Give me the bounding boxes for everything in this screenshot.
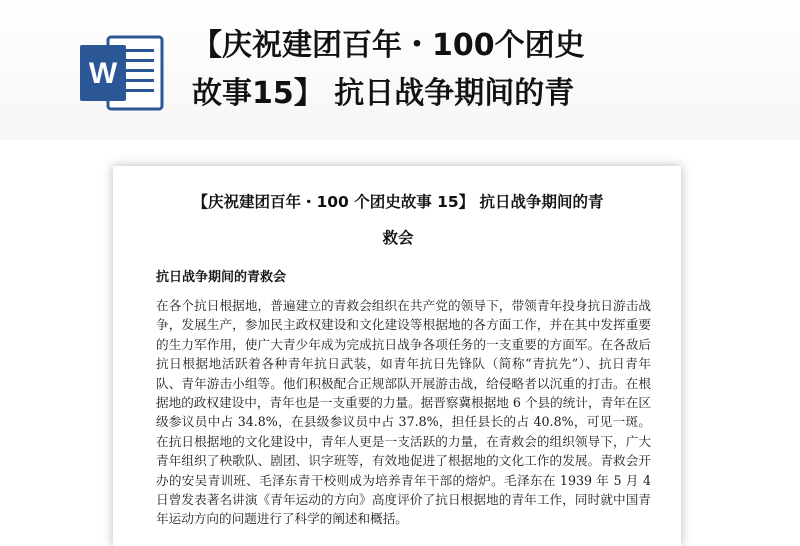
document-paragraph: 在各个抗日根据地，普遍建立的青救会组织在共产党的领导下，带领青年投身抗日游击战争，发展生产，参加民主政权建设和文化建设等根据地的各方面工作，并在其中发挥重要的生力军作用，使广大青少年成为完成抗日战争各项任务的一支重要的方面军。在各敌后抗日根据地活跃着各种青年抗日武装，如青年抗日先锋队（简称“青抗先”）、抗日青年队、青年游击小组等。他们积极配合正规部队开展游击战，给侵略者以沉重的打击。在根据地的政权建设中，青年也是一支重要的力量。据晋察冀根据地 6 个县的统计，青年在区级参议员中占 34.8%，在县级参议员中占 37.8%，担任县长的占 40.8%，可见一斑。在抗日根据地的文化建设中，青年人更是一支活跃的力量，在青救会的组织领导下，广大青年组织了秧歌队、剧团、识字班等，有效地促进了根据地的文化工作的发展。青救会开办的安吴青训班、毛泽东青干校则成为培养青年干部的熔炉。毛泽东在 1939 年 5 月 4 日曾发表著名讲演《青年运动的方向》高度评价了抗日根据地的青年工作，同时就中国青年运动方向的问题进行了科学的阐述和概括。 xyxy=(156,298,651,527)
banner-title-line2: 故事15】 抗日战争期间的青 xyxy=(192,76,575,111)
banner xyxy=(0,0,800,140)
document-title xyxy=(143,184,653,256)
banner-title-line1: 【庆祝建团百年・100个团史 xyxy=(192,28,585,63)
document-subheading: 抗日战争期间的青救会 xyxy=(156,270,287,285)
banner-title xyxy=(192,22,662,118)
word-icon-letter: W xyxy=(88,57,118,90)
document-title-line2: 救会 xyxy=(382,229,414,247)
document-title-line1: 【庆祝建团百年・100 个团史故事 15】 抗日战争期间的青 xyxy=(192,193,604,211)
document-page xyxy=(113,166,681,546)
word-icon xyxy=(78,33,164,113)
